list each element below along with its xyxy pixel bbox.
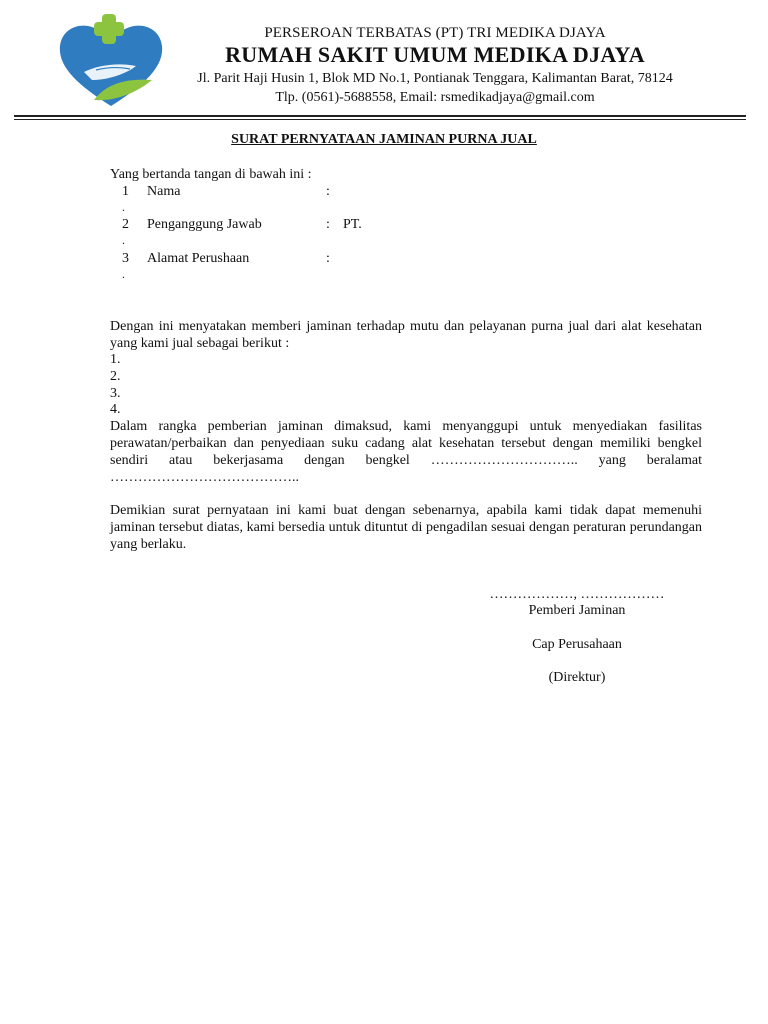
document-title: SURAT PERNYATAAN JAMINAN PURNA JUAL	[231, 132, 537, 147]
field-colon: :	[326, 184, 330, 199]
company-name: PERSEROAN TERBATAS (PT) TRI MEDIKA DJAYA	[264, 25, 606, 41]
intro-text: Yang bertanda tangan di bawah ini :	[110, 167, 312, 182]
list-item: 3.	[110, 386, 121, 401]
field-value: PT.	[343, 217, 362, 232]
signature-place-date: ………………, ………………	[489, 587, 665, 602]
hospital-logo-icon	[56, 14, 166, 114]
hospital-name: RUMAH SAKIT UMUM MEDIKA DJAYA	[225, 42, 645, 67]
field-colon: :	[326, 251, 330, 266]
paragraph-closing: Demikian surat pernyataan ini kami buat dengan sebenarnya, apabila kami tidak dapat memenuhi jaminan tersebut diatas, kami bersedia untuk dituntut di pengadilan sesuai dengan peraturan perundangan yang berlaku.	[110, 503, 702, 552]
field-number: 1	[122, 184, 129, 199]
hospital-contact: Tlp. (0561)-5688558, Email: rsmedikadjaya@gmail.com	[275, 90, 595, 105]
field-colon: :	[326, 217, 330, 232]
field-label: Nama	[147, 184, 181, 199]
paragraph-guarantee: Dengan ini menyatakan memberi jaminan terhadap mutu dan pelayanan purna jual dari alat kesehatan yang kami jual sebagai berikut :	[110, 319, 702, 351]
letterhead-divider-thick	[14, 115, 746, 117]
field-label: Penganggung Jawab	[147, 217, 262, 232]
list-item: 1.	[110, 352, 121, 367]
hospital-address: Jl. Parit Haji Husin 1, Blok MD No.1, Pontianak Tenggara, Kalimantan Barat, 78124	[197, 71, 673, 86]
paragraph-service: Dalam rangka pemberian jaminan dimaksud, kami menyanggupi untuk menyediakan fasilitas perawatan/perbaikan dan penyediaan suku cadang alat kesehatan tersebut dengan memiliki bengkel sendiri atau bekerjasama dengan bengkel ………………………….. yang beralamat …………………………………..	[110, 419, 702, 485]
field-number: 2	[122, 217, 129, 232]
field-number: 3	[122, 251, 129, 266]
list-item: 2.	[110, 369, 121, 384]
field-number-dot: .	[122, 233, 125, 247]
signature-stamp: Cap Perusahaan	[532, 637, 622, 652]
field-number-dot: .	[122, 200, 125, 214]
field-label: Alamat Perushaan	[147, 251, 250, 266]
signature-title: (Direktur)	[548, 670, 606, 685]
signature-role: Pemberi Jaminan	[528, 603, 626, 618]
list-item: 4.	[110, 402, 121, 417]
field-number-dot: .	[122, 267, 125, 281]
letterhead-divider-thin	[14, 119, 746, 120]
